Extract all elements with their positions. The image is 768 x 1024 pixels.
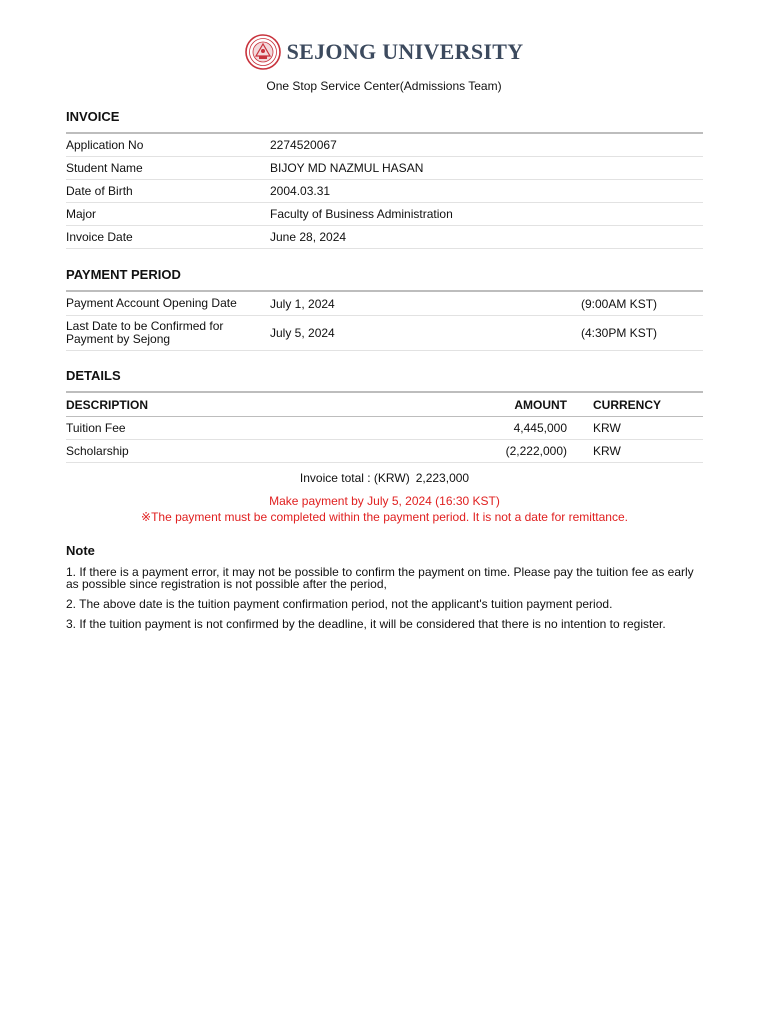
table-row bbox=[66, 440, 703, 463]
invoice-section-title: INVOICE bbox=[66, 109, 120, 124]
scholarship-description: Scholarship bbox=[66, 440, 148, 463]
document-header bbox=[0, 34, 768, 93]
details-header-row bbox=[66, 393, 703, 417]
invoice-table bbox=[66, 134, 703, 249]
invoice-content bbox=[66, 108, 703, 638]
note-item: 2. The above date is the tuition payment confirmation period, not the applicant's tuition payment period. bbox=[66, 597, 613, 611]
make-payment-deadline: Make payment by July 5, 2024 (16:30 KST) bbox=[269, 494, 500, 508]
university-brand bbox=[245, 34, 524, 70]
details-table bbox=[66, 393, 703, 463]
invoice-total-label: Invoice total : (KRW) bbox=[299, 471, 410, 485]
date-of-birth-value: 2004.03.31 bbox=[270, 180, 703, 203]
note-item: 3. If the tuition payment is not confirmed by the deadline, it will be considered that there is no intention to register. bbox=[66, 617, 666, 631]
invoice-total-value: 2,223,000 bbox=[415, 471, 470, 485]
currency-header: CURRENCY bbox=[593, 393, 703, 417]
table-row bbox=[66, 134, 703, 157]
last-date-label: Last Date to be Confirmed for Payment by Sejong bbox=[66, 316, 270, 351]
table-row bbox=[66, 316, 703, 351]
opening-time-value: (9:00AM KST) bbox=[581, 292, 703, 316]
scholarship-amount: (2,222,000) bbox=[148, 440, 567, 463]
payment-period-table bbox=[66, 292, 703, 351]
tuition-fee-description: Tuition Fee bbox=[66, 417, 148, 440]
opening-date-label: Payment Account Opening Date bbox=[66, 292, 270, 316]
payment-period-warning: ※The payment must be completed within the payment period. It is not a date for remittance. bbox=[141, 510, 628, 524]
table-row bbox=[66, 292, 703, 316]
description-header: DESCRIPTION bbox=[66, 393, 148, 417]
amount-header: AMOUNT bbox=[148, 393, 567, 417]
invoice-date-value: June 28, 2024 bbox=[270, 226, 703, 249]
opening-date-value: July 1, 2024 bbox=[270, 292, 581, 316]
university-name: SEJONG UNIVERSITY bbox=[286, 39, 524, 64]
last-time-value: (4:30PM KST) bbox=[581, 316, 703, 351]
tuition-fee-amount: 4,445,000 bbox=[148, 417, 567, 440]
major-value: Faculty of Business Administration bbox=[270, 203, 703, 226]
major-label: Major bbox=[66, 203, 270, 226]
application-no-value: 2274520067 bbox=[270, 134, 703, 157]
office-subtitle: One Stop Service Center(Admissions Team) bbox=[266, 79, 502, 93]
note-title: Note bbox=[66, 543, 95, 558]
table-row bbox=[66, 180, 703, 203]
table-row bbox=[66, 417, 703, 440]
scholarship-currency: KRW bbox=[593, 440, 703, 463]
application-no-label: Application No bbox=[66, 134, 270, 157]
table-row bbox=[66, 157, 703, 180]
details-section-title: DETAILS bbox=[66, 368, 121, 383]
student-name-label: Student Name bbox=[66, 157, 270, 180]
payment-period-section-title: PAYMENT PERIOD bbox=[66, 267, 181, 282]
invoice-date-label: Invoice Date bbox=[66, 226, 270, 249]
date-of-birth-label: Date of Birth bbox=[66, 180, 270, 203]
last-date-value: July 5, 2024 bbox=[270, 316, 581, 351]
table-row bbox=[66, 203, 703, 226]
university-seal-icon bbox=[245, 34, 281, 70]
table-row bbox=[66, 226, 703, 249]
student-name-value: BIJOY MD NAZMUL HASAN bbox=[270, 157, 703, 180]
tuition-fee-currency: KRW bbox=[593, 417, 703, 440]
invoice-total bbox=[66, 471, 703, 485]
note-item: 1. If there is a payment error, it may not be possible to confirm the payment on time. Please pay the tuition fee as early as possible since registration is not possible after the period, bbox=[66, 565, 694, 591]
